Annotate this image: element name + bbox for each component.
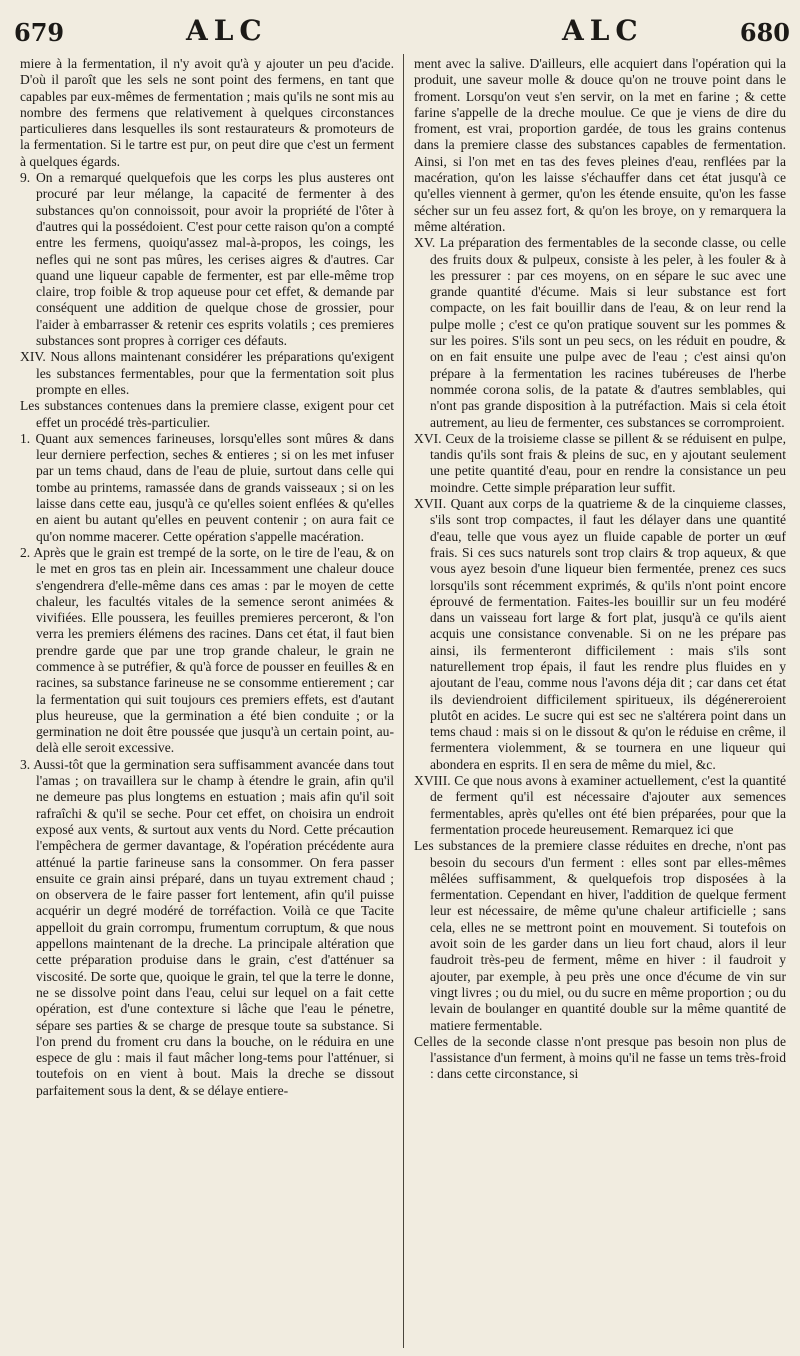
- paragraph-2: 2. Après que le grain est trempé de la sorte, on le tire de l'eau, & on le met en gros tas en plein air. Incessamment une chaleur douce s'engendrera d'elle-même dans ces amas : par le moyen de cette chaleur, les facultés vitales de la semence seront animées & vivifiées. Elle poussera, les feuilles premieres perceront, & l'on verra les premiers élémens des racines. Dans cet état, il faut bien prendre garde que par une trop grande chaleur, le grain ne commence à se putréfier, & qu'à force de pousser en feuilles & en racines, sa substance farineuse ne se consomme entierement ; car la fermentation qui suit toujours ces premiers effets, est d'autant plus heureuse, que la germination a été bien conduite ; or la germination ne doit être poussée que jusqu'à un certain point, au-delà elle seroit excessive.: [20, 544, 394, 756]
- left-running-head: ALC: [186, 14, 268, 47]
- paragraph-first-class-ferment: Les substances de la premiere classe réduites en dreche, n'ont pas besoin du secours d'un ferment : elles sont par elles-mêmes mêlées suffisamment, & quelquefois trop disposées à la fermentation. Cependant en hiver, l'addition de quelque ferment leur est nécessaire, de même qu'une chaleur artificielle ; sans cela, elles ne se mettront point en mouvement. Si toutefois on avoit soin de les garder dans un lieu fort chaud, alors il leur faudroit très-peu de ferment, même en hiver : il faudroit y ajouter, par exemple, à peu près une once d'écume de vin sur vingt livres ; ou du miel, ou du sucre en même proportion ; ou du levain de boulanger en quantité double sur la même quantité de matiere fermentable.: [414, 838, 786, 1033]
- left-text-column: [20, 56, 394, 1348]
- paragraph-continuation: miere à la fermentation, il n'y avoit qu'à y ajouter un peu d'acide. D'où il paroît que les sels ne sont point des fermens, en tant que capables par eux-mêmes de fermentation ; mais qu'ils ne sont mis au nombre des fermens que relativement à quelques circonstances particulieres dans lesquelles ils sont restaurateurs & promoteurs de la fermentation. Si le tartre est pur, on peut dire que c'est un ferment à quelques égards.: [20, 56, 394, 169]
- section-xiv: XIV. Nous allons maintenant considérer les préparations qu'exigent les substances fermentables, pour que la fermentation soit plus prompte en elles.: [20, 349, 394, 397]
- page-header: [0, 14, 800, 56]
- section-xv: XV. La préparation des fermentables de la seconde classe, ou celle des fruits doux & pulpeux, consiste à les peler, à les fouler & à les pressurer : par ces moyens, on en sépare le suc avec une grande quantité d'écume. Mais si leur substance est fort compacte, on les fait bouillir dans de l'eau, & on leur rend la pulpe molle ; c'est ce qu'on pratique souvent sur les pommes & sur les poires. S'ils sont un peu secs, on les réduit en poudre, & on en fait ensuite une pulpe avec de l'eau ; c'est ainsi qu'on prépare à la fermentation les racines tubéreuses de l'herbe nommée corona solis, de la patate & d'autres semblables, qui n'ont pas grande disposition à la putréfaction. Mais si cela étoit autrement, au lieu de fermenter, ces substances se corromproient.: [414, 235, 786, 430]
- section-xvi: XVI. Ceux de la troisieme classe se pillent & se réduisent en pulpe, tandis qu'ils sont frais & pleins de suc, en y ajoutant seulement une petite quantité d'eau, pour en rendre la consistance un peu moindre. Cette simple préparation leur suffit.: [414, 430, 786, 495]
- paragraph-3: 3. Aussi-tôt que la germination sera suffisamment avancée dans tout l'amas ; on travaillera sur le champ à étendre le grain, afin qu'il ne demeure pas plus longtems en estuation ; mais afin qu'il soit rafraîchi & qu'il se seche. Pour cet effet, on choisira un endroit exposé aux vents, & surtout aux vents du Nord. Cette précaution l'empêchera de germer davantage, & l'opération précédente aura atténué la partie farineuse sans la consommer. On fera passer ensuite ce grain ainsi préparé, dans un tuyau extrement chaud ; on observera de le faire passer fort lentement, afin qu'il puisse acquérir un degré modéré de torréfaction. Voilà ce que Tacite appelloit du grain corrompu, frumentum corruptum, & que nous appellons maintenant de la dreche. La principale altération que cette préparation produise dans le grain, c'est d'atténuer sa viscosité. De sorte que, quoique le grain, tel que la terre le donne, ne se dissolve point dans l'eau, celui sur lequel on a fait cette opération, est d'une contexture si lâche que l'eau le pénetre, sépare ses parties & se charge de presque toute sa substance. Si l'on prend du froment cru dans la bouche, on le réduira en une espece de glu : mais il faut mâcher long-tems pour l'atténuer, si toutefois on en vient à bout. Mais la dreche se dissout parfaitement sous la dent, & se délaye entiere-: [20, 756, 394, 1098]
- right-page-number: 680: [739, 18, 790, 47]
- paragraph-continuation: ment avec la salive. D'ailleurs, elle acquiert dans l'opération qui la produit, une saveur molle & douce qu'on ne trouve point dans le froment. Lorsqu'on veut s'en servir, on la met en farine ; & cette farine s'appelle de la dreche moulue. Ce que je viens de dire du froment, est vrai, proportion gardée, de tous les grains contenus dans la premiere classe des substances capables de fermentation. Ainsi, si l'on met en tas des feves pleines d'eau, renflées par la macération, qu'on les laisse s'échauffer dans cet état jusqu'à ce qu'elles viennent à germer, qu'on les étende ensuite, qu'on les fasse sécher sur un feu assez fort, & qu'on les broye, on y remarquera la même altération.: [414, 56, 786, 234]
- column-divider: [403, 54, 404, 1348]
- paragraph-9: 9. On a remarqué quelquefois que les corps les plus austeres ont procuré par leur mélange, la capacité de fermenter à des substances qu'on connoissoit, pour avoir la propriété de l'ôter à d'autres qui la possédoient. C'est pour cette raison qu'on a compté entre les fermens, quoiqu'assez mal-à-propos, les coings, les nefles qui ne sont pas mûres, les cerises aigres & d'autres. Car quand une liqueur capable de fermenter, est par elle-même trop claire, trop foible & trop aqueuse pour cet effet, & demande par conséquent une addition de quelque chose de grossier, pour l'aider à embarrasser & retenir ces esprits volatils ; ces premieres substances sont propres à corriger ces défauts.: [20, 170, 394, 349]
- right-running-head: ALC: [562, 14, 644, 47]
- section-xviii: XVIII. Ce que nous avons à examiner actuellement, c'est la quantité de ferment qu'il est nécessaire d'ajouter aux semences fermentables, après qu'elles ont été bien préparées, pour que la fermentation procede heureusement. Remarquez ici que: [414, 773, 786, 837]
- paragraph-first-class: Les substances contenues dans la premiere classe, exigent pour cet effet un procédé très-particulier.: [20, 398, 394, 430]
- right-text-column: [414, 56, 786, 1348]
- left-page-number: 679: [14, 18, 65, 47]
- paragraph-second-class-ferment: Celles de la seconde classe n'ont presque pas besoin non plus de l'assistance d'un ferment, à moins qu'il ne fasse un tems très-froid : dans cette circonstance, si: [414, 1033, 786, 1082]
- section-xvii: XVII. Quant aux corps de la quatrieme & de la cinquieme classes, s'ils sont trop compactes, il faut les délayer dans une quantité d'eau, telle que vous ayez un fluide capable de porter un œuf frais. Si ces sucs naturels sont trop clairs & trop aqueux, & que vous ayez besoin d'une liqueur bien fermentée, prenez ces sucs lorsqu'ils sont récemment exprimés, & qu'ils n'ont point encore éprouvé de fermentation. Faites-les bouillir sur un feu modéré dans un vaisseau fort large & fort plat, jusqu'à ce qu'ils aient acquis une consistance convenable. Si on ne les prépare pas ainsi, ils fermenteront difficilement : mais s'ils sont naturellement trop épais, il faut les rendre plus fluides en y ajoutant de l'eau, comme nous l'avons déja dit ; car dans cet état ils deviendroient difficilement spiritueux, ils dégénereroient plutôt en acides. Le sucre qui est sec ne s'altérera point dans un tems chaud : mais si on le dissout & qu'on le réduise en crême, il fermentera violemment, & se tournera en une liqueur qui abondera en esprits. Il en sera de même du miel, &c.: [414, 496, 786, 772]
- paragraph-1: 1. Quant aux semences farineuses, lorsqu'elles sont mûres & dans leur derniere perfection, seches & entieres ; si on les met infuser par un tems chaud, dans de l'eau de pluie, surtout dans celle qui tombe au printems, ramassée dans de grands vaisseaux ; si on les laisse dans cette eau, jusqu'à ce qu'elles soient enflées & qu'elles en aient bu autant qu'elles en peuvent contenir ; on aura fait ce qu'on nomme macerer. Cette opération s'appelle macération.: [20, 430, 394, 544]
